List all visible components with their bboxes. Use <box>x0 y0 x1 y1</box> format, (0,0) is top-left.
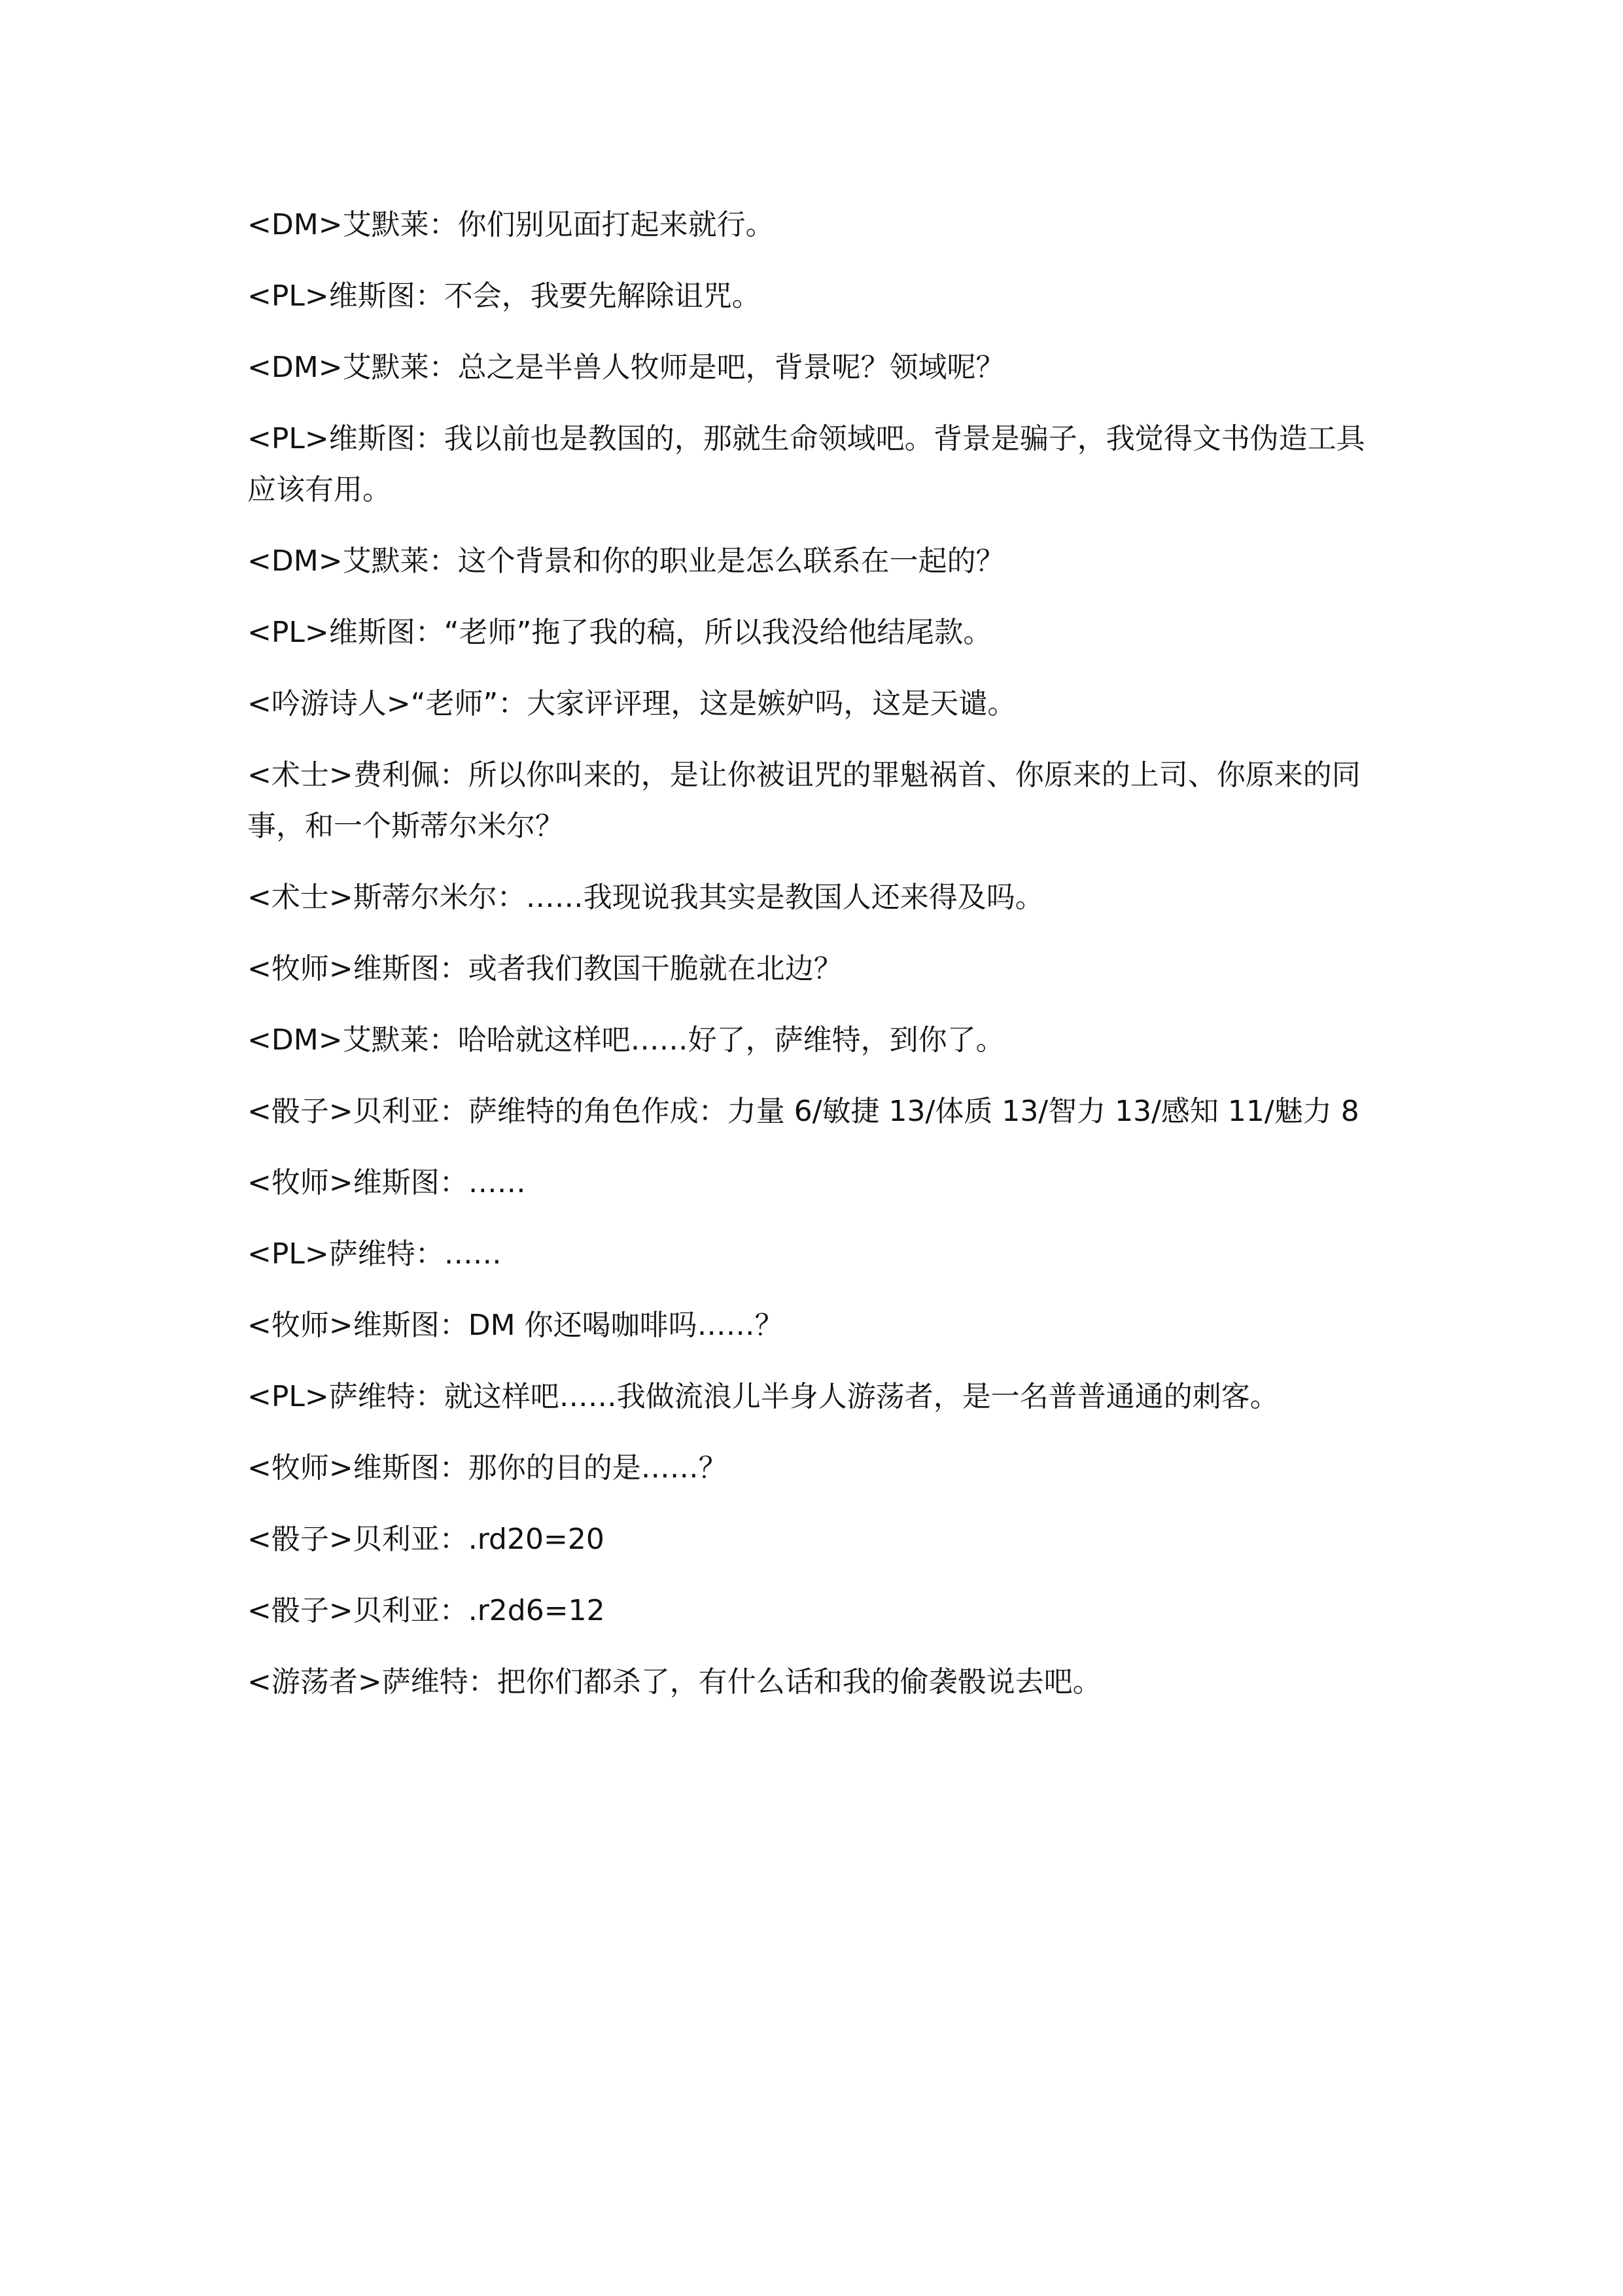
chat-line: <DM>艾默莱：哈哈就这样吧……好了，萨维特，到你了。 <box>247 1023 1005 1057</box>
chat-line: <骰子>贝利亚：.r2d6=12 <box>247 1594 605 1627</box>
chat-line: <术士>费利佩：所以你叫来的，是让你被诅咒的罪魁祸首、你原来的上司、你原来的同事，和一个斯蒂尔米尔？ <box>247 758 1361 843</box>
chat-line: <牧师>维斯图：或者我们教国干脆就在北边？ <box>247 952 843 985</box>
chat-line: <PL>萨维特：就这样吧……我做流浪儿半身人游荡者，是一名普普通通的刺客。 <box>247 1380 1279 1413</box>
chat-line: <牧师>维斯图：DM 你还喝咖啡吗……？ <box>247 1309 784 1342</box>
chat-line: <游荡者>萨维特：把你们都杀了，有什么话和我的偷袭骰说去吧。 <box>247 1665 1102 1699</box>
chat-line: <牧师>维斯图：…… <box>247 1166 526 1199</box>
chat-line: <骰子>贝利亚：萨维特的角色作成：力量 6/敏捷 13/体质 13/智力 13/感知 11/魅力 8 <box>247 1095 1359 1128</box>
chat-line: <术士>斯蒂尔米尔：……我现说我其实是教国人还来得及吗。 <box>247 881 1044 914</box>
chat-line: <DM>艾默莱：这个背景和你的职业是怎么联系在一起的？ <box>247 544 1005 578</box>
chat-line: <DM>艾默莱：总之是半兽人牧师是吧，背景呢？领域呢？ <box>247 351 1005 384</box>
chat-line: <牧师>维斯图：那你的目的是……？ <box>247 1451 727 1485</box>
chat-line: <PL>维斯图：我以前也是教国的，那就生命领域吧。背景是骗子，我觉得文书伪造工具应该有用。 <box>247 422 1365 506</box>
chat-line: <骰子>贝利亚：.rd20=20 <box>247 1523 604 1556</box>
chat-line: <PL>萨维特：…… <box>247 1237 502 1271</box>
chat-line: <PL>维斯图：“老师”拖了我的稿，所以我没给他结尾款。 <box>247 616 992 649</box>
chat-line: <DM>艾默莱：你们别见面打起来就行。 <box>247 208 775 241</box>
chat-line: <PL>维斯图：不会，我要先解除诅咒。 <box>247 279 761 313</box>
chat-log <box>247 200 1379 1728</box>
chat-line: <吟游诗人>“老师”：大家评评理，这是嫉妒吗，这是天谴。 <box>247 687 1017 720</box>
